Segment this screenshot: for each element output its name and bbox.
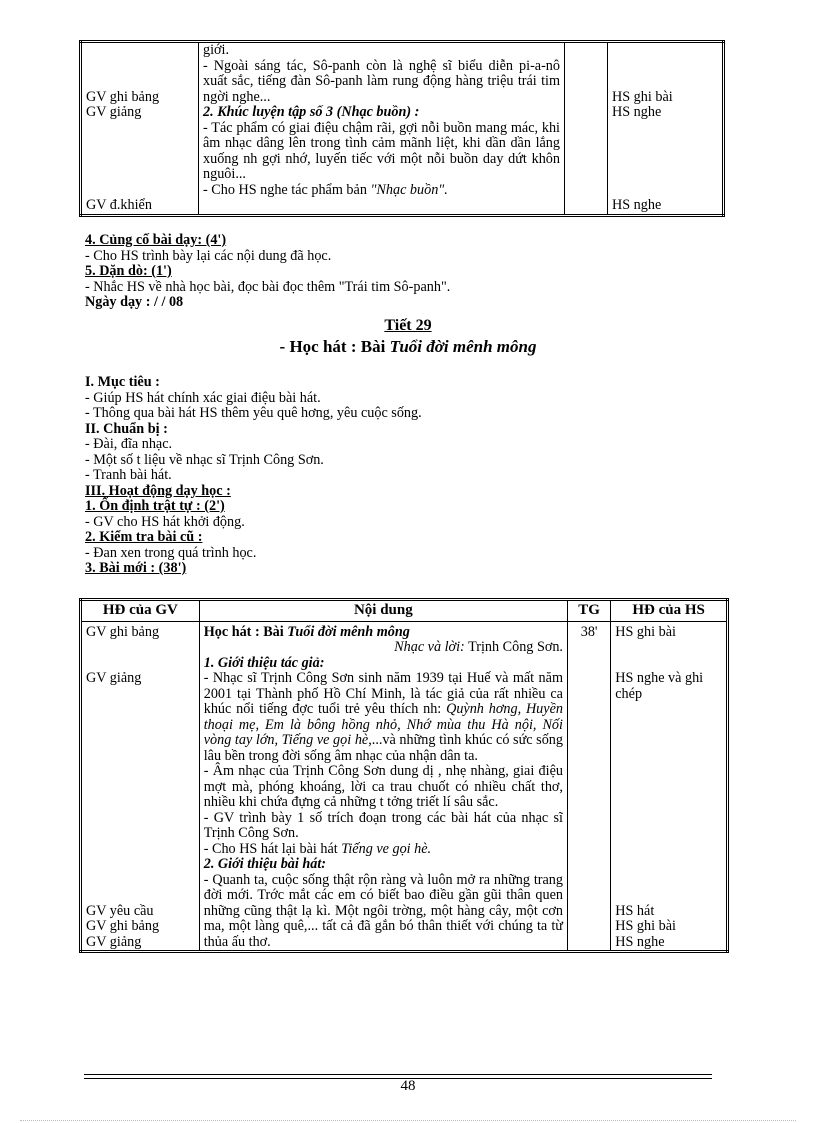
content-text: - Cho HS hát lại bài hát <box>203 840 342 857</box>
hs-line: HS nghe <box>615 933 665 950</box>
hs-line: HS nghe <box>612 104 662 120</box>
section-line: - GV cho HS hát khởi động. <box>85 513 245 530</box>
content-paragraph: - GV trình bày 1 số trích đoạn trong các bài hát của nhạc sĩ Trịnh Công Sơn. <box>203 809 563 841</box>
song-title: "Nhạc buồn". <box>370 181 448 198</box>
hs-line: HS nghe <box>612 197 662 213</box>
section-block-review <box>85 233 450 311</box>
main-activity-table <box>79 598 729 953</box>
author-line <box>204 640 563 656</box>
header-hs: HĐ của HS <box>611 600 728 622</box>
author-label: Nhạc và lời: <box>394 639 465 655</box>
content-paragraph: - Âm nhạc của Trịnh Công Sơn dung dị , nhẹ nhàng, giai điệu mợt mà, phóng khoáng, lời ca trau chuốt có nhiều chất thơ, nhiều khi chứa đựng cả những t tởng triết lí sâu sắc. <box>203 763 563 810</box>
section-heading: 1. Ổn định trật tự : (2') <box>85 498 225 514</box>
gv-line: GV giảng <box>86 670 142 686</box>
section-heading: III. Hoạt động dạy học : <box>85 482 231 499</box>
top-activity-table <box>79 40 725 217</box>
table-row <box>81 42 724 216</box>
lesson-song-title: Tuổi đời mênh mông <box>389 337 537 356</box>
hs-activity-cell <box>608 42 724 216</box>
section-heading: II. Chuẩn bị : <box>85 420 168 437</box>
content-cell <box>199 621 567 952</box>
content-heading: 2. Giới thiệu bài hát: <box>203 856 327 872</box>
section-line: - Một số t liệu về nhạc sĩ Trịnh Công Sơn. <box>85 451 324 468</box>
gv-line: GV giảng <box>86 104 142 120</box>
section-line: - Thông qua bài hát HS thêm yêu quê hơng, yêu cuộc sống. <box>85 405 422 421</box>
hs-activity-cell <box>611 621 728 952</box>
content-paragraph: - Quanh ta, cuộc sống thật rộn ràng và luôn mở ra những trang đời mới. Trớc mắt các em có biết bao điều gần gũi thân quen những cũng thật lạ kì. Một ngôi trờng, một hàng cây, một cơn ma, một làng quê,... tất cả đã gắn bó thân thiết với chúng ta từ thủa ấu thơ. <box>203 871 563 950</box>
section-heading: 4. Củng cố bài dạy: (4') <box>85 232 227 248</box>
hs-line: HS ghi bài <box>615 623 676 640</box>
time-cell <box>565 42 608 216</box>
gv-line: GV ghi bảng <box>86 623 160 640</box>
section-line: - Đan xen trong quá trình học. <box>85 544 257 561</box>
header-content: Nội dung <box>199 600 567 622</box>
section-line: - Cho HS trình bày lại các nội dung đã học. <box>85 247 332 264</box>
gv-line: GV ghi bảng <box>86 918 160 934</box>
song-title: Tiếng ve gọi hè. <box>341 840 432 857</box>
content-cell <box>199 42 565 216</box>
section-block-objectives <box>85 375 422 577</box>
gv-line: GV đ.khiển <box>86 197 152 213</box>
section-line: - Đài, đĩa nhạc. <box>85 436 173 452</box>
content-text: - Cho HS nghe tác phẩm bản <box>203 181 371 198</box>
content-paragraph: - Ngoài sáng tác, Sô-panh còn là nghệ sĩ biểu diễn pi-a-nô xuất sắc, tiếng đàn Sô-panh làm rung động hàng triệu trái tim ngời nghe... <box>203 57 560 105</box>
gv-line: GV giảng <box>86 933 142 950</box>
section-heading: 5. Dặn dò: (1') <box>85 263 172 279</box>
hs-line: HS ghi bài <box>612 88 673 105</box>
header-time: TG <box>567 600 610 622</box>
content-heading: 1. Giới thiệu tác giả: <box>203 654 325 671</box>
table-row <box>81 621 728 952</box>
content-paragraph: - Tác phẩm có giai điệu chậm rãi, gợi nỗi buồn mang mác, khi âm nhạc dâng lên trong tình cảm mãnh liệt, khi dần dần lắng xuống nh gợi nhớ, luyến tiếc với một nỗi buồn day dứt khôn nguôi... <box>203 119 560 182</box>
hs-line: HS hát <box>615 902 655 919</box>
author-name: Trịnh Công Sơn. <box>464 639 563 655</box>
content-title <box>204 625 563 641</box>
content-song-title: Tuổi đời mênh mông <box>287 623 410 640</box>
section-heading: 3. Bài mới : (38') <box>85 560 187 576</box>
page-bottom-border <box>20 1120 796 1121</box>
section-heading: 2. Kiểm tra bài cũ : <box>85 529 203 545</box>
page-number: 48 <box>400 1078 416 1094</box>
content-text: - Nhạc sĩ Trịnh Công Sơn sinh năm 1939 tại Huế và mất năm 2001 tại Thành phố Hồ Chí Minh, là tác giả của rất nhiều ca khúc nổi tiếng đợc tuổi trẻ yêu thích nh: <box>203 670 563 717</box>
gv-activity-cell <box>81 42 199 216</box>
hs-line: HS ghi bài <box>615 918 676 934</box>
song-list: Quỳnh hơng, Huyền thoại mẹ, Em là bông hồng nhỏ, Nhớ mùa thu Hà nội, Nối vòng tay lớn, Tiếng ve gọi hè <box>203 701 563 748</box>
time-cell: 38' <box>567 621 610 952</box>
content-title-prefix: Học hát : Bài <box>203 623 288 640</box>
gv-activity-cell <box>81 621 200 952</box>
section-line: - Nhắc HS về nhà học bài, đọc bài đọc thêm "Trái tim Sô-panh". <box>85 278 451 295</box>
table-header-row <box>81 600 728 622</box>
section-line: - Giúp HS hát chính xác giai điệu bài hát. <box>85 389 321 406</box>
lesson-title <box>0 337 816 357</box>
footer-rule <box>84 1074 712 1075</box>
gv-line: GV ghi bảng <box>86 88 160 105</box>
content-line: giới. <box>203 42 230 58</box>
content-paragraph <box>203 183 560 199</box>
content-text: ,...và những tình khúc có sức sống lâu bền trong đời sống âm nhạc của nhận dân ta. <box>203 732 563 764</box>
lesson-title-prefix: - Học hát : Bài <box>279 337 390 356</box>
hs-line: HS nghe và ghi chép <box>615 670 704 702</box>
section-line: - Tranh bài hát. <box>85 467 172 483</box>
lesson-number: Tiết 29 <box>384 317 432 334</box>
header-gv: HĐ của GV <box>81 600 200 622</box>
content-paragraph <box>204 842 563 858</box>
gv-line: GV yêu cầu <box>86 902 154 919</box>
section-heading: I. Mục tiêu : <box>85 374 160 390</box>
content-heading: 2. Khúc luyện tập số 3 (Nhạc buồn) : <box>203 104 420 120</box>
content-paragraph <box>204 671 563 764</box>
teaching-date: Ngày dạy : / / 08 <box>85 294 184 310</box>
